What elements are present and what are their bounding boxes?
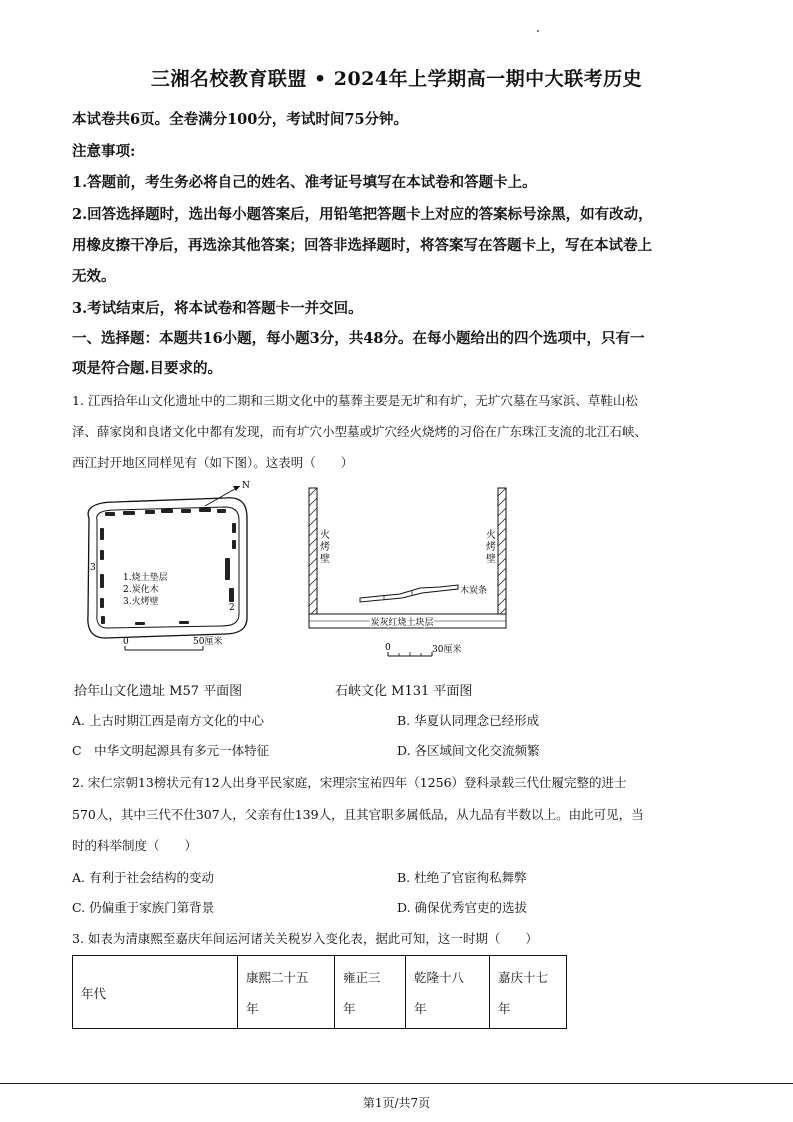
right-wall	[498, 488, 506, 628]
q2-stem-line-2: 570人，其中三代不仕307人，父亲有仕139人，且其官职多属低品，从九品有半数以上。由此可见，当	[72, 807, 644, 822]
table-header-label: 年代	[81, 986, 107, 1001]
q2-option-a: A. 有利于社会结构的变动	[72, 870, 214, 885]
north-arrow-line	[205, 486, 240, 506]
table-col1-line2: 年	[246, 1001, 259, 1016]
burnt-soil-marks	[100, 508, 236, 625]
q1-option-c: C 中华文明起源具有多元一体特征	[72, 743, 270, 758]
charcoal-strip	[360, 585, 458, 602]
exam-title: 三湘名校教育联盟 • 2024年上学期高一期中大联考历史	[150, 68, 643, 90]
table-col3-line2: 年	[414, 1001, 427, 1016]
page-number: 第1页/共7页	[362, 1096, 431, 1110]
q1-stem-line-2: 泽、薛家岗和良诸文化中都有发现，而有圹穴小型墓或圹穴经火烧烤的习俗在广东珠江支流的北江石峡、	[72, 424, 648, 439]
q1-option-b: B. 华夏认同理念已经形成	[397, 713, 540, 728]
legend-1: 1.烧土垫层	[123, 573, 168, 583]
footer-divider	[0, 1083, 793, 1084]
right-wall-label-3: 壁	[486, 554, 496, 565]
mark-2: 2	[229, 603, 235, 613]
right-wall-label-1: 火	[486, 530, 496, 541]
table-cell	[238, 956, 335, 1029]
m131-plan-figure	[300, 486, 510, 661]
notes-heading: 注意事项:	[72, 143, 136, 160]
q1-option-d: D. 各区域间文化交流频繁	[397, 743, 540, 758]
note-2-line-3: 无效。	[72, 268, 116, 285]
left-wall-label-1: 火	[320, 530, 330, 541]
floor-label: 炭灰红烧土块层	[370, 618, 434, 628]
q3-tax-table	[72, 955, 567, 1029]
section-1-heading-line-1: 一、选择题：本题共16小题，每小题3分，共48分。在每小题给出的四个选项中，只有一	[72, 330, 645, 347]
exam-intro: 本试卷共6页。全卷满分100分，考试时间75分钟。	[72, 111, 409, 128]
note-3: 3.考试结束后，将本试卷和答题卡一并交回。	[72, 300, 363, 317]
q2-option-d: D. 确保优秀官吏的选拔	[397, 900, 528, 915]
m57-outer-outline	[88, 498, 247, 638]
section-1-heading-line-2: 项是符合题.目要求的。	[72, 360, 223, 377]
north-arrow-head	[233, 486, 240, 491]
q1-stem-line-3: 西江封开地区同样见有（如下图）。这表明（ ）	[72, 455, 354, 470]
q3-stem-line-1: 3. 如表为清康熙至嘉庆年间运河诸关关税岁入变化表，据此可知，这一时期（ ）	[72, 931, 538, 946]
north-label: N	[242, 481, 250, 491]
q1-stem-line-1: 1. 江西拾年山文化遗址中的二期和三期文化中的墓葬主要是无圹和有圹，无圹穴墓在马家浜、草鞋山松	[72, 393, 638, 408]
table-col2-line1: 雍正三	[343, 970, 381, 985]
legend-2: 2.炭化木	[123, 585, 159, 595]
table-col4-line2: 年	[498, 1001, 511, 1016]
q1-option-a: A. 上古时期江西是南方文化的中心	[72, 713, 264, 728]
scale-end: 50厘米	[193, 637, 223, 647]
note-2-line-1: 2.回答选择题时，选出每小题答案后，用铅笔把答题卡上对应的答案标号涂黑，如有改动，	[72, 206, 653, 223]
m57-caption: 拾年山文化遗址 M57 平面图	[74, 684, 243, 699]
table-cell	[406, 956, 490, 1029]
table-col2-line2: 年	[343, 1001, 356, 1016]
mark-3: 3	[90, 563, 96, 573]
q2-stem-line-1: 2. 宋仁宗朝13榜状元有12人出身平民家庭，宋理宗宝祐四年（1256）登科录载三代仕履完整的进士	[72, 775, 627, 790]
m57-inner-outline	[97, 507, 239, 628]
scale-zero-right: 0	[385, 643, 391, 653]
note-1: 1.答题前，考生务必将自己的姓名、准考证号填写在本试卷和答题卡上。	[72, 174, 537, 191]
legend-3: 3.火烤壁	[123, 597, 159, 607]
table-header-cell	[73, 956, 238, 1029]
table-col3-line1: 乾隆十八	[414, 970, 465, 985]
scale-end-right: 30厘米	[432, 645, 462, 655]
table-cell	[490, 956, 567, 1029]
left-wall-label-3: 壁	[320, 554, 330, 565]
note-2-line-2: 用橡皮擦干净后，再选涂其他答案；回答非选择题时，将答案写在答题卡上，写在本试卷上	[72, 237, 652, 254]
table-row	[73, 956, 567, 1029]
table-col4-line1: 嘉庆十七	[498, 970, 549, 985]
left-wall	[309, 488, 317, 628]
right-wall-label-2: 烤	[486, 542, 496, 553]
left-wall-label-2: 烤	[320, 542, 330, 553]
charcoal-label: 木炭条	[460, 586, 488, 596]
m57-plan-figure	[75, 478, 285, 658]
q2-stem-line-3: 时的科举制度（ ）	[72, 838, 198, 853]
q2-option-c: C. 仍偏重于家族门第背景	[72, 900, 215, 915]
scan-speck	[537, 30, 539, 32]
scale-zero: 0	[123, 637, 129, 647]
q2-option-b: B. 杜绝了官宦徇私舞弊	[397, 870, 527, 885]
table-col1-line1: 康熙二十五	[246, 970, 309, 985]
m131-caption: 石峡文化 M131 平面图	[335, 684, 473, 699]
table-cell	[335, 956, 406, 1029]
